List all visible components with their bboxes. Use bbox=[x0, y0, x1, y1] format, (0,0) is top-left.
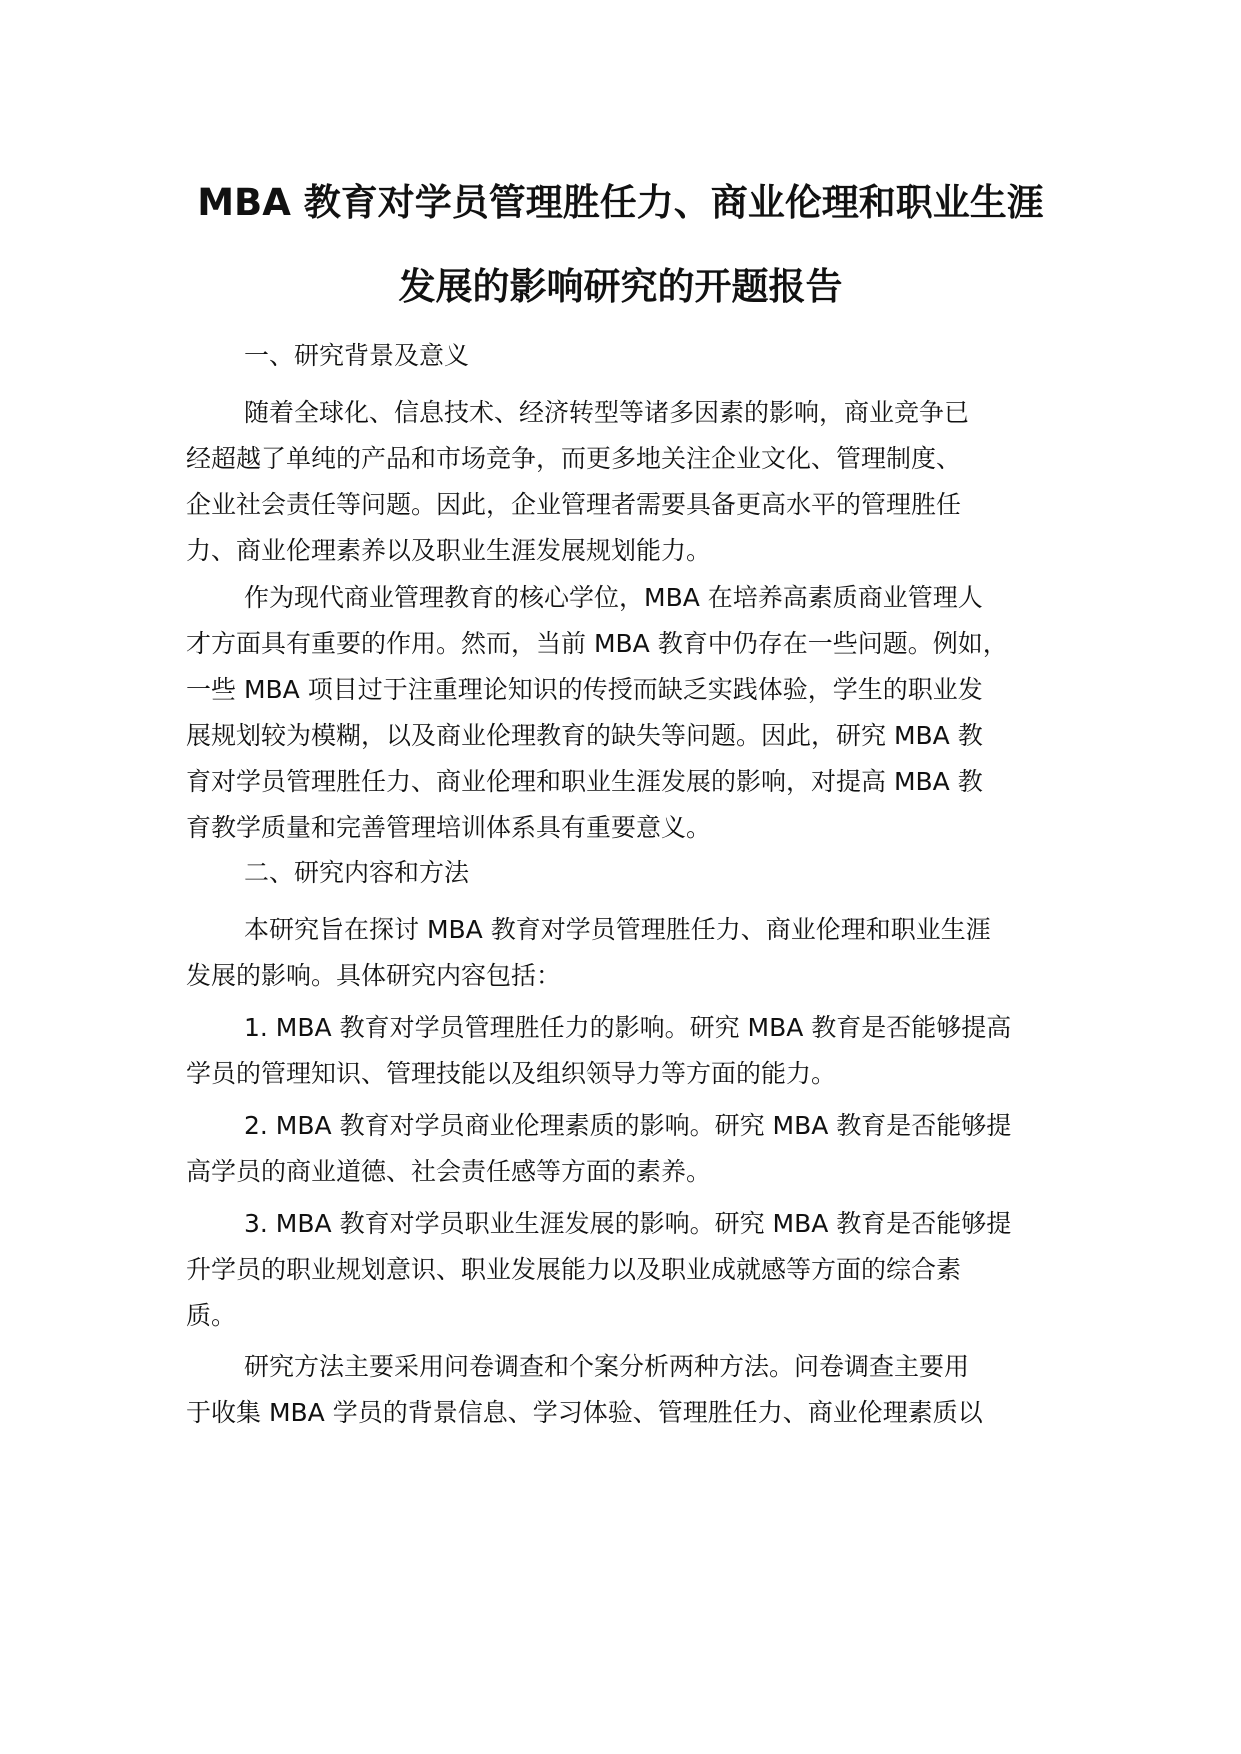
paragraph-line: 经超越了单纯的产品和市场竞争，而更多地关注企业文化、管理制度、 bbox=[186, 444, 962, 473]
paragraph-line: 3. MBA 教育对学员职业生涯发展的影响。研究 MBA 教育是否能够提 bbox=[244, 1209, 1012, 1238]
document-title-line-2: 发展的影响研究的开题报告 bbox=[398, 265, 843, 308]
list-item-2 bbox=[186, 1103, 1066, 1195]
paragraph-line: 研究方法主要采用问卷调查和个案分析两种方法。问卷调查主要用 bbox=[244, 1352, 970, 1381]
paragraph-background bbox=[186, 390, 1066, 574]
paragraph-line: 才方面具有重要的作用。然而，当前 MBA 教育中仍存在一些问题。例如， bbox=[186, 629, 1008, 658]
section-heading: 一、研究背景及意义 bbox=[244, 341, 470, 370]
section-heading-content-methods bbox=[186, 850, 1066, 896]
paragraph-line: 育对学员管理胜任力、商业伦理和职业生涯发展的影响，对提高 MBA 教 bbox=[186, 767, 983, 796]
section-heading: 二、研究内容和方法 bbox=[244, 858, 470, 887]
paragraph-line: 质。 bbox=[186, 1301, 237, 1330]
paragraph-line: 随着全球化、信息技术、经济转型等诸多因素的影响，商业竞争已 bbox=[244, 398, 970, 427]
paragraph-line: 力、商业伦理素养以及职业生涯发展规划能力。 bbox=[186, 536, 712, 565]
paragraph-line: 升学员的职业规划意识、职业发展能力以及职业成就感等方面的综合素 bbox=[186, 1255, 962, 1284]
paragraph-line: 展规划较为模糊，以及商业伦理教育的缺失等问题。因此，研究 MBA 教 bbox=[186, 721, 983, 750]
paragraph-line: 1. MBA 教育对学员管理胜任力的影响。研究 MBA 教育是否能够提高 bbox=[244, 1013, 1012, 1042]
paragraph-line: 作为现代商业管理教育的核心学位，MBA 在培养高素质商业管理人 bbox=[244, 583, 983, 612]
paragraph-methods bbox=[186, 1344, 1066, 1436]
paragraph-line: 2. MBA 教育对学员商业伦理素质的影响。研究 MBA 教育是否能够提 bbox=[244, 1111, 1012, 1140]
list-item-3 bbox=[186, 1201, 1066, 1339]
paragraph-mba-issues bbox=[186, 575, 1066, 851]
paragraph-line: 本研究旨在探讨 MBA 教育对学员管理胜任力、商业伦理和职业生涯 bbox=[244, 915, 991, 944]
paragraph-line: 育教学质量和完善管理培训体系具有重要意义。 bbox=[186, 813, 712, 842]
section-heading-background bbox=[186, 333, 1066, 379]
document-title-line-1: MBA 教育对学员管理胜任力、商业伦理和职业生涯 bbox=[197, 181, 1044, 224]
paragraph-line: 企业社会责任等问题。因此，企业管理者需要具备更高水平的管理胜任 bbox=[186, 490, 962, 519]
list-item-1 bbox=[186, 1005, 1066, 1097]
paragraph-line: 学员的管理知识、管理技能以及组织领导力等方面的能力。 bbox=[186, 1059, 837, 1088]
paragraph-line: 一些 MBA 项目过于注重理论知识的传授而缺乏实践体验，学生的职业发 bbox=[186, 675, 983, 704]
paragraph-line: 于收集 MBA 学员的背景信息、学习体验、管理胜任力、商业伦理素质以 bbox=[186, 1398, 983, 1427]
paragraph-research-aim bbox=[186, 907, 1066, 999]
paragraph-line: 发展的影响。具体研究内容包括： bbox=[186, 961, 562, 990]
paragraph-line: 高学员的商业道德、社会责任感等方面的素养。 bbox=[186, 1157, 712, 1186]
